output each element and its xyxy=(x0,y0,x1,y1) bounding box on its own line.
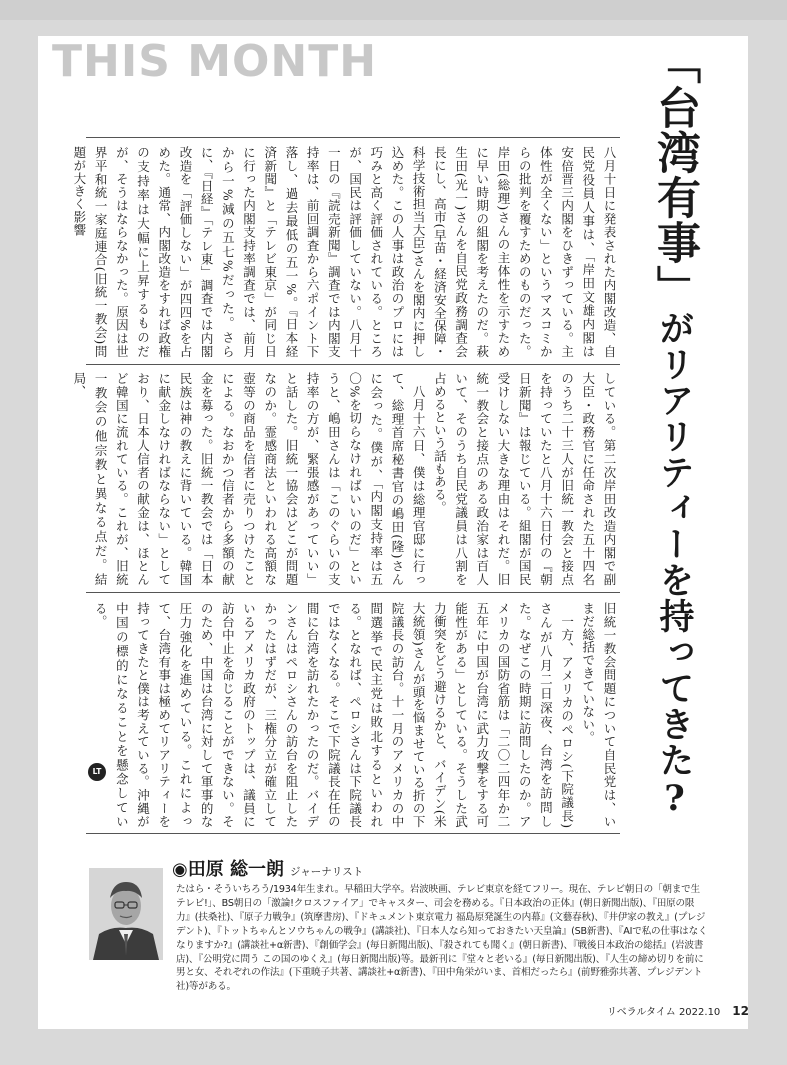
article-block-2 xyxy=(71,372,620,586)
divider-upper xyxy=(86,364,620,365)
article-block-3 xyxy=(86,602,620,828)
divider-top xyxy=(86,137,620,138)
divider-lower xyxy=(86,592,620,593)
article-top-left: している。第二次岸田改造内閣で副大臣・政務官に任命された五十四名のうち二十三人が旧統一教会と接点を持っていたと八月十六日付の『朝日新聞』は報じている。組閣が国民受けしない大きな理由はそれだ。旧統一教会と接点のある政治家は百人いて、そのうち自民党議員は八割を占めるという話もある。 xyxy=(432,372,617,586)
article-bot-2: 一方、アメリカのペロシ(下院議長)さんが八月二日深夜、台湾を訪問した。なぜこの時期に訪問したのか。アメリカの国防省筋は「二〇二四年か二五年に中国が台湾に武力攻撃をする可能性がある」としている。そうした武力衝突をどう避けるかと、バイデン(米大統領)さんが頭を悩ませている折の下院議長の訪台。十一月のアメリカの中間選挙で民主党は敗北するといわれる。となれば、ペロシさんは下院議長ではなくなる。そこで下院議長在任の間に台湾を訪れたかったのだ。バイデンさんはペロシさんの訪台を阻止したかったはずだが、三権分立が確立しているアメリカ政府のトップは、議員に訪台中止を命じることができない。そのため、中国は台湾に対して軍事的な圧力強化を進めている。これによって、台湾有事は極めてリアリティーを持ってきたと僕は考えている。沖縄が中国の標的になることを懸念している。 xyxy=(93,602,575,828)
page-footer xyxy=(607,1003,749,1018)
article-mid-right: 八月十六日、僕は総理官邸に行って、総理首席秘書官の嶋田(隆)さんに会った。僕が、「内閣支持率は五〇%を切らなければいいのだ」というと、嶋田さんは「このぐらいの支持率の方が、緊張感があっていい」と話した。旧統一協会はどこが問題なのか。霊感商法といわれる高額な壺等の商品を信者に売りつけたことによる。なおかつ信者から多額の献金を募った。旧統一教会では「日本民族は神の教えに背いている。韓国に献金しなければならない」としており、日本人信者の献金は、ほとんど韓国に流れている。これが、旧統一教会の他宗教と異なる点だ。結局、 xyxy=(71,372,427,586)
footer-issue: 2022.10 xyxy=(678,1007,721,1018)
author-role: ジャーナリスト xyxy=(289,866,364,878)
author-portrait-icon xyxy=(89,868,163,960)
article-bot-1: 旧統一教会問題について自民党は、いまだ総括できていない。 xyxy=(580,602,617,828)
article-end-mark: LT xyxy=(88,763,106,781)
headline-rest: がリアリティーを持ってきた? xyxy=(654,310,695,820)
divider-bottom xyxy=(86,833,620,834)
background-top xyxy=(0,0,787,20)
author-header xyxy=(172,855,363,881)
footer-magazine: リベラルタイム xyxy=(606,1007,676,1018)
author-bio: たはら・そういちろう/1934年生まれ。早稲田大学卒。岩波映画、テレビ東京を経てフリー。現在、テレビ朝日の「朝まで生テレビ!」、BS朝日の「激論!クロスファイア」でキャスター、司会を務める。『日本政治の正体』(朝日新聞出版)、『田原の限力』(扶桑社)、『原子力戦争』(筑摩書房)、『ドキュメント東京電力 福島原発誕生の内幕』(文藝春秋)、『井伊家の教え』(プレジデント)、『トットちゃんとソウちゃんの戦争』(講談社)、『日本人なら知っておきたい天皇論』(SB新書)、『AIで私の仕事はなくなりますか?』(講談社+α新書)、『創価学会』(毎日新聞出版)、『殺されても聞く』(朝日新書)、『戦後日本政治の総括』(岩波書店)、『公明党に問う この国のゆくえ』(毎日新聞出版)等。最新刊に『堂々と老いる』(毎日新聞出版)、『人生の締め切りを前に 男と女、それぞれの作法』(下重暁子共著、講談社+α新書)、『田中角栄がいま、首相だったら』(前野雅弥共著、プレジデント社)等がある。 xyxy=(176,884,708,993)
article-top-right: 八月十日に発表された内閣改造、自民党役員人事は、「岸田文雄内閣は安倍晋三内閣をひきずっている。主体性が全くない」というマスコミからの批判を覆すためのものだった。岸田(総理)さんの主体性を示すために早い時期の組閣を考えたのだ。萩生田(光一)さんを自民党政務調査会長にし、高市(早苗・経済安全保障・科学技術担当大臣)さんを閣内に押し込めた。この人事は政治のプロには巧みと高く評価されている。ところが、国民は評価していない。八月十一日の『読売新聞』調査では内閣支持率は、前回調査から六ポイント下落し、過去最低の五一%。『日本経済新聞』と「テレビ東京」が同じ日に行った内閣支持率調査では、前月から一%減の五七%だった。さらに、『日経』「テレ東」調査では内閣改造を「評価しない」が四四%を占めた。通常、内閣改造をすれば政権の支持率は大幅に上昇するものだが、そうはならなかった。原因は世界平和統一家庭連合(旧統一教会)問題が大きく影響 xyxy=(71,146,617,358)
article-block-1 xyxy=(71,146,620,358)
section-label: THIS MONTH xyxy=(52,36,378,87)
author-name: ◉田原 総一朗 xyxy=(172,859,284,880)
headline xyxy=(636,40,706,820)
author-photo xyxy=(89,868,163,960)
page-number: 12 xyxy=(732,1004,749,1018)
headline-keyword: 「台湾有事」 xyxy=(649,40,700,310)
